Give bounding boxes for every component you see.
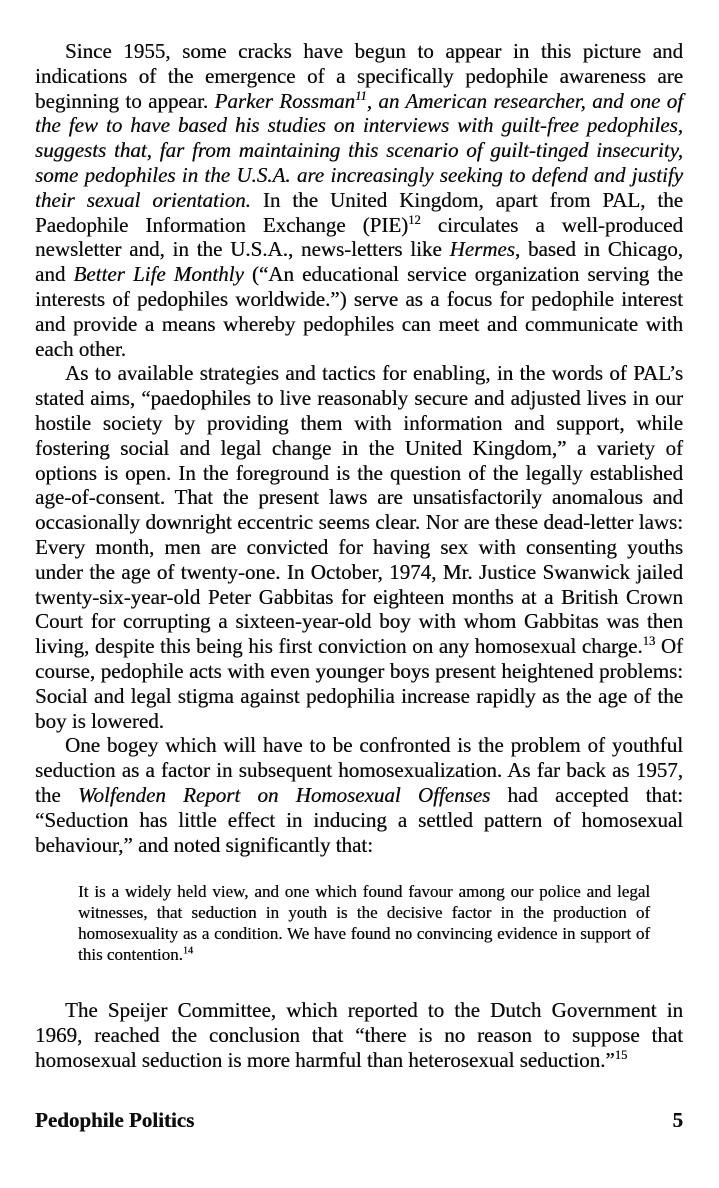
text-run: circulates a well-produced newsletter and, in the U.S.A., news-letters like xyxy=(35,212,684,262)
running-footer-title: Pedophile Politics xyxy=(35,1108,195,1132)
paragraph-3 xyxy=(35,733,683,857)
text-run: Parker Rossman xyxy=(214,88,356,113)
page-number: 5 xyxy=(672,1108,683,1132)
footnote-ref: 13 xyxy=(642,634,656,649)
text-run: One bogey which will have to be confronted is the problem of youthful seduction as a factor in subsequent homosexualization. As far back as 1957, the xyxy=(35,733,683,807)
text-run: , an American researcher, and one of the few to have based his studies on interviews with guilt-free pedophiles, suggests that, far from maintaining this scenario of guilt-tinged insecurity, some pedophiles in the U.S.A. are increasingly seeking to defend and justify their sexual orientation. xyxy=(35,88,683,212)
text-run: Wolfenden Report on Homosexual Offenses xyxy=(77,782,491,807)
paragraph-4 xyxy=(35,998,683,1072)
paragraph-2 xyxy=(35,361,683,733)
text-run: The Speijer Committee, which reported to the Dutch Government in 1969, reached the conclusion that “there is no reason to suppose that homosexual seduction is more harmful than heterosexual seduction.” xyxy=(35,998,683,1072)
text-run: , based in Chicago, and xyxy=(35,237,683,287)
block-quote xyxy=(78,881,650,965)
footnote-ref: 14 xyxy=(182,945,194,957)
footnote-ref: 15 xyxy=(614,1047,628,1062)
text-run: Of course, pedophile acts with even younger boys present heightened problems: Social and legal stigma against pedophilia increase rapidly as the age of the boy is lowered. xyxy=(35,634,683,733)
text-run: As to available strategies and tactics for enabling, in the words of PAL’s stated aims, “paedophiles to live reasonably secure and adjusted lives in our hostile society by providing them with information and support, while fostering social and legal change in the United Kingdom,” a variety of options is open. In the foreground is the question of the legally established age-of-consent. That the present laws are unsatisfactorily anomalous and occasionally downright eccentric seems clear. Nor are these dead-letter laws: Every month, men are convicted for having sex with consenting youths under the age of twenty-one. In October, 1974, Mr. Justice Swanwick jailed twenty-six-year-old Peter Gabbitas for eighteen months at a British Crown Court for corrupting a sixteen-year-old boy with whom Gabbitas was then living, despite this being his first conviction on any homosexual charge. xyxy=(35,361,683,659)
text-run: (“An educational service organization serving the interests of pedophiles worldwide.”) serve as a focus for pedophile interest and provide a means whereby pedophiles can meet and communicate with each other. xyxy=(35,262,683,361)
page-footer xyxy=(35,1108,683,1133)
page-text-block xyxy=(35,39,683,1073)
text-run: It is a widely held view, and one which found favour among our police and legal witnesses, that seduction in youth is the decisive factor in the production of homosexuality as a condition. We have found no convincing evidence in support of this contention. xyxy=(78,882,650,965)
footnote-ref: 11 xyxy=(355,88,367,103)
text-run: In the United Kingdom, apart from PAL, the Paedophile Information Exchange (PIE) xyxy=(35,187,683,237)
text-run: Since 1955, some cracks have begun to appear in this picture and indications of the emergence of a specifically pedophile awareness are beginning to appear. xyxy=(35,39,683,113)
text-run: Better Life Monthly xyxy=(73,262,244,287)
paragraph-1 xyxy=(35,39,683,361)
footnote-ref: 12 xyxy=(408,212,421,227)
text-run: Hermes xyxy=(449,237,515,262)
text-run: had accepted that: “Seduction has little effect in inducing a settled pattern of homosexual behaviour,” and noted significantly that: xyxy=(35,782,684,857)
